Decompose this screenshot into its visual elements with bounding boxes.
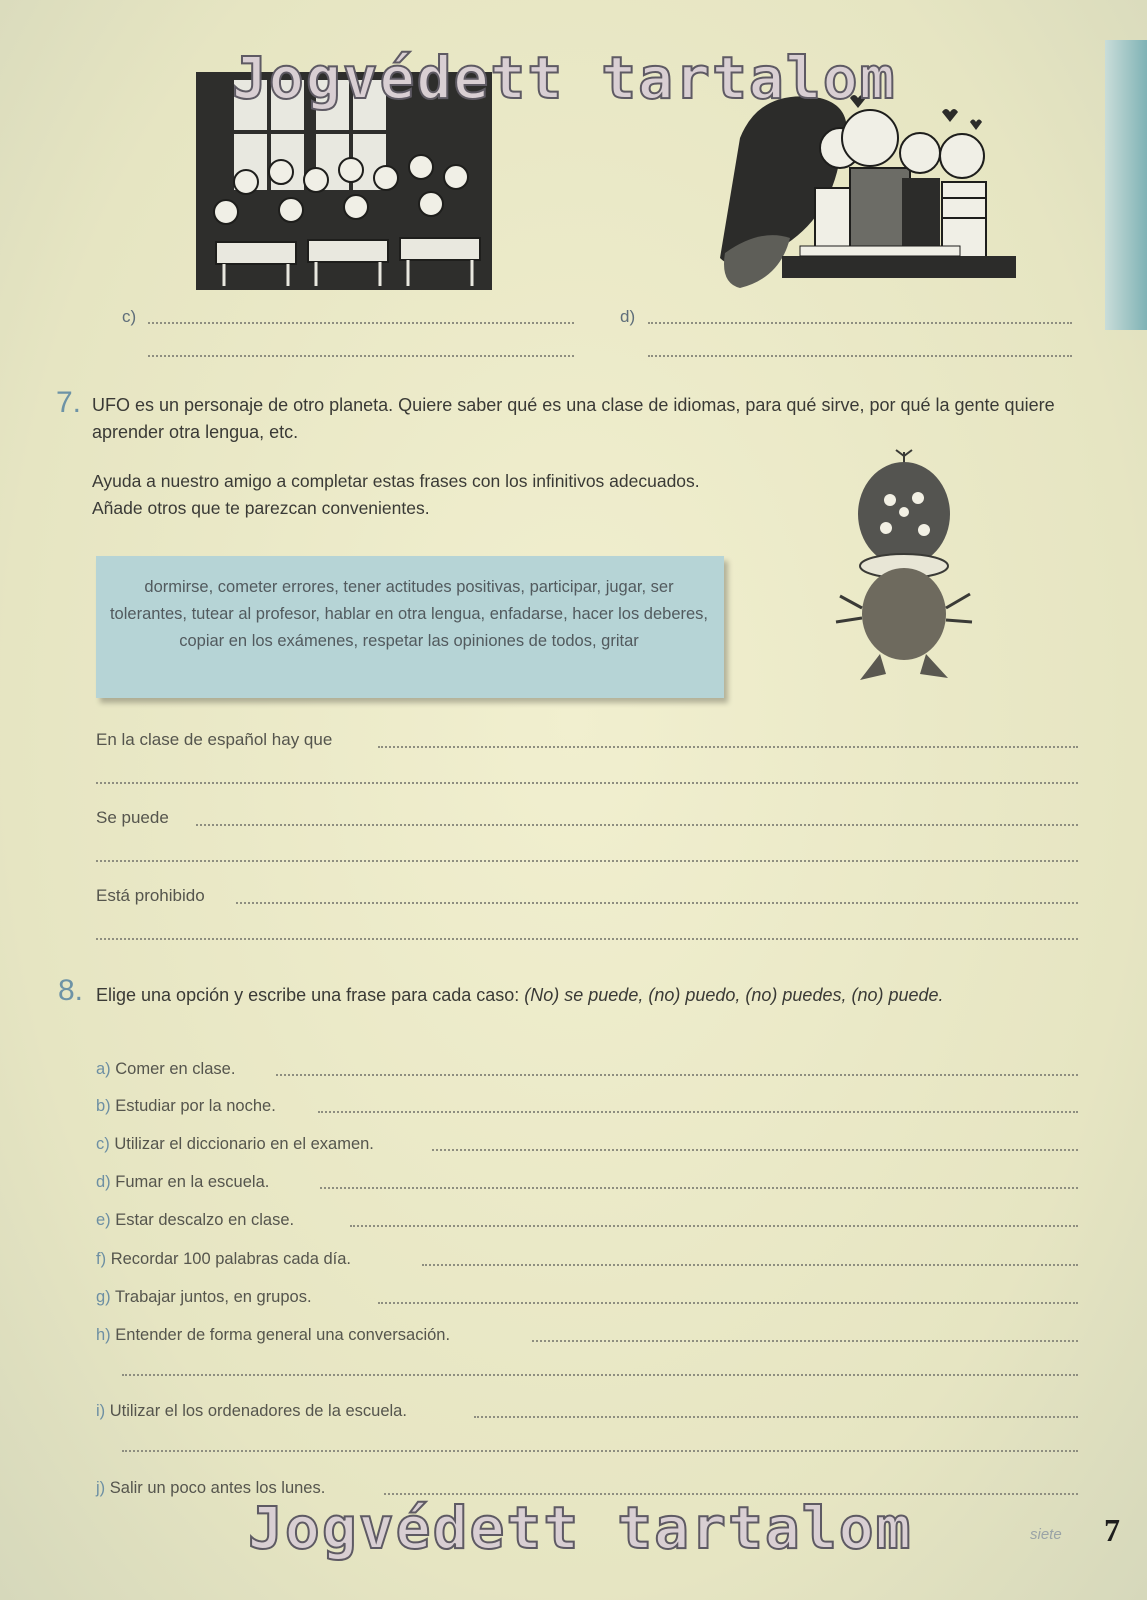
answer-line-c1[interactable] xyxy=(148,322,574,324)
answer-label-d: d) xyxy=(620,307,636,326)
item-c-line[interactable] xyxy=(432,1149,1078,1151)
item-h-line-1[interactable] xyxy=(532,1340,1078,1342)
item-h-letter: h) xyxy=(96,1326,111,1344)
item-d-text: Fumar en la escuela. xyxy=(115,1173,270,1191)
exercise-7-instruction: Ayuda a nuestro amigo a completar estas frases con los infinitivos adecuados. Añade otros que te parezcan convenientes. xyxy=(92,471,700,518)
item-i-letter: i) xyxy=(96,1402,106,1420)
item-a-line[interactable] xyxy=(276,1074,1078,1076)
exercise-8-instruction-text: Elige una opción y escribe una frase para cada caso: xyxy=(96,985,525,1005)
item-g-line[interactable] xyxy=(378,1302,1078,1304)
exercise-8-instruction xyxy=(96,982,1080,1009)
item-a-text: Comer en clase. xyxy=(115,1060,236,1078)
item-b-line[interactable] xyxy=(318,1111,1078,1113)
item-f xyxy=(96,1250,351,1269)
answer-line-prohibido-2[interactable] xyxy=(96,938,1078,940)
watermark-top: Jogvédett tartalom xyxy=(232,44,897,112)
item-a-letter: a) xyxy=(96,1060,111,1078)
answer-line-hay-que-1[interactable] xyxy=(378,746,1078,748)
answer-line-c2[interactable] xyxy=(148,355,574,357)
item-c-letter: c) xyxy=(96,1135,110,1153)
prompt-se-puede: Se puede xyxy=(96,808,169,827)
page-number: 7 xyxy=(1104,1512,1120,1548)
prompt-prohibido: Está prohibido xyxy=(96,886,205,905)
prompt-hay-que: En la clase de español hay que xyxy=(96,730,333,749)
item-e xyxy=(96,1211,294,1230)
item-d xyxy=(96,1173,269,1192)
item-e-line[interactable] xyxy=(350,1225,1078,1227)
item-d-letter: d) xyxy=(96,1173,111,1191)
item-h-line-2[interactable] xyxy=(122,1374,1078,1376)
answer-line-d1[interactable] xyxy=(648,322,1072,324)
answer-line-hay-que-2[interactable] xyxy=(96,782,1078,784)
item-i-line-2[interactable] xyxy=(122,1450,1078,1452)
item-i-text: Utilizar el los ordenadores de la escuela. xyxy=(109,1402,407,1420)
item-a xyxy=(96,1060,235,1079)
exercise-8-options: (No) se puede, (no) puedo, (no) puedes, (no) puede. xyxy=(524,985,944,1005)
item-d-line[interactable] xyxy=(320,1187,1078,1189)
item-e-letter: e) xyxy=(96,1211,111,1229)
exercise-7-intro: UFO es un personaje de otro planeta. Quiere saber qué es una clase de idiomas, para qué sirve, por qué la gente quiere aprender otra lengua, etc. xyxy=(92,395,1055,442)
answer-line-d2[interactable] xyxy=(648,355,1072,357)
item-h-text: Entender de forma general una conversación. xyxy=(115,1326,451,1344)
item-g-letter: g) xyxy=(96,1288,111,1306)
exercise-7-number: 7. xyxy=(56,386,82,419)
item-b-letter: b) xyxy=(96,1097,111,1115)
item-b xyxy=(96,1097,276,1116)
item-e-text: Estar descalzo en clase. xyxy=(115,1211,295,1229)
watermark-bottom: Jogvédett tartalom xyxy=(248,1494,913,1562)
item-i xyxy=(96,1402,407,1421)
item-f-letter: f) xyxy=(96,1250,107,1268)
ufo-character-illustration xyxy=(832,448,982,692)
answer-label-c: c) xyxy=(122,307,137,326)
item-c xyxy=(96,1135,374,1154)
answer-line-se-puede-1[interactable] xyxy=(196,824,1078,826)
item-i-line-1[interactable] xyxy=(474,1416,1078,1418)
item-h xyxy=(96,1326,450,1345)
word-bank-text: dormirse, cometer errores, tener actitudes positivas, participar, jugar, ser tolerantes, tutear al profesor, hablar en otra lengua, enfadarse, hacer los deberes, copiar en los exámenes, respetar las opiniones de todos, gritar xyxy=(109,578,709,650)
item-g-text: Trabajar juntos, en grupos. xyxy=(114,1288,312,1306)
answer-line-prohibido-1[interactable] xyxy=(236,902,1078,904)
exercise-8-number: 8. xyxy=(58,974,84,1007)
item-j-text: Salir un poco antes los lunes. xyxy=(109,1479,326,1497)
item-f-line[interactable] xyxy=(422,1264,1078,1266)
page-number-word: siete xyxy=(1030,1526,1062,1543)
item-b-text: Estudiar por la noche. xyxy=(115,1097,276,1115)
item-g xyxy=(96,1288,312,1307)
item-f-text: Recordar 100 palabras cada día. xyxy=(110,1250,352,1268)
item-c-text: Utilizar el diccionario en el examen. xyxy=(114,1135,374,1153)
chapter-side-tab xyxy=(1105,40,1147,330)
item-j-letter: j) xyxy=(96,1479,106,1497)
answer-line-se-puede-2[interactable] xyxy=(96,860,1078,862)
